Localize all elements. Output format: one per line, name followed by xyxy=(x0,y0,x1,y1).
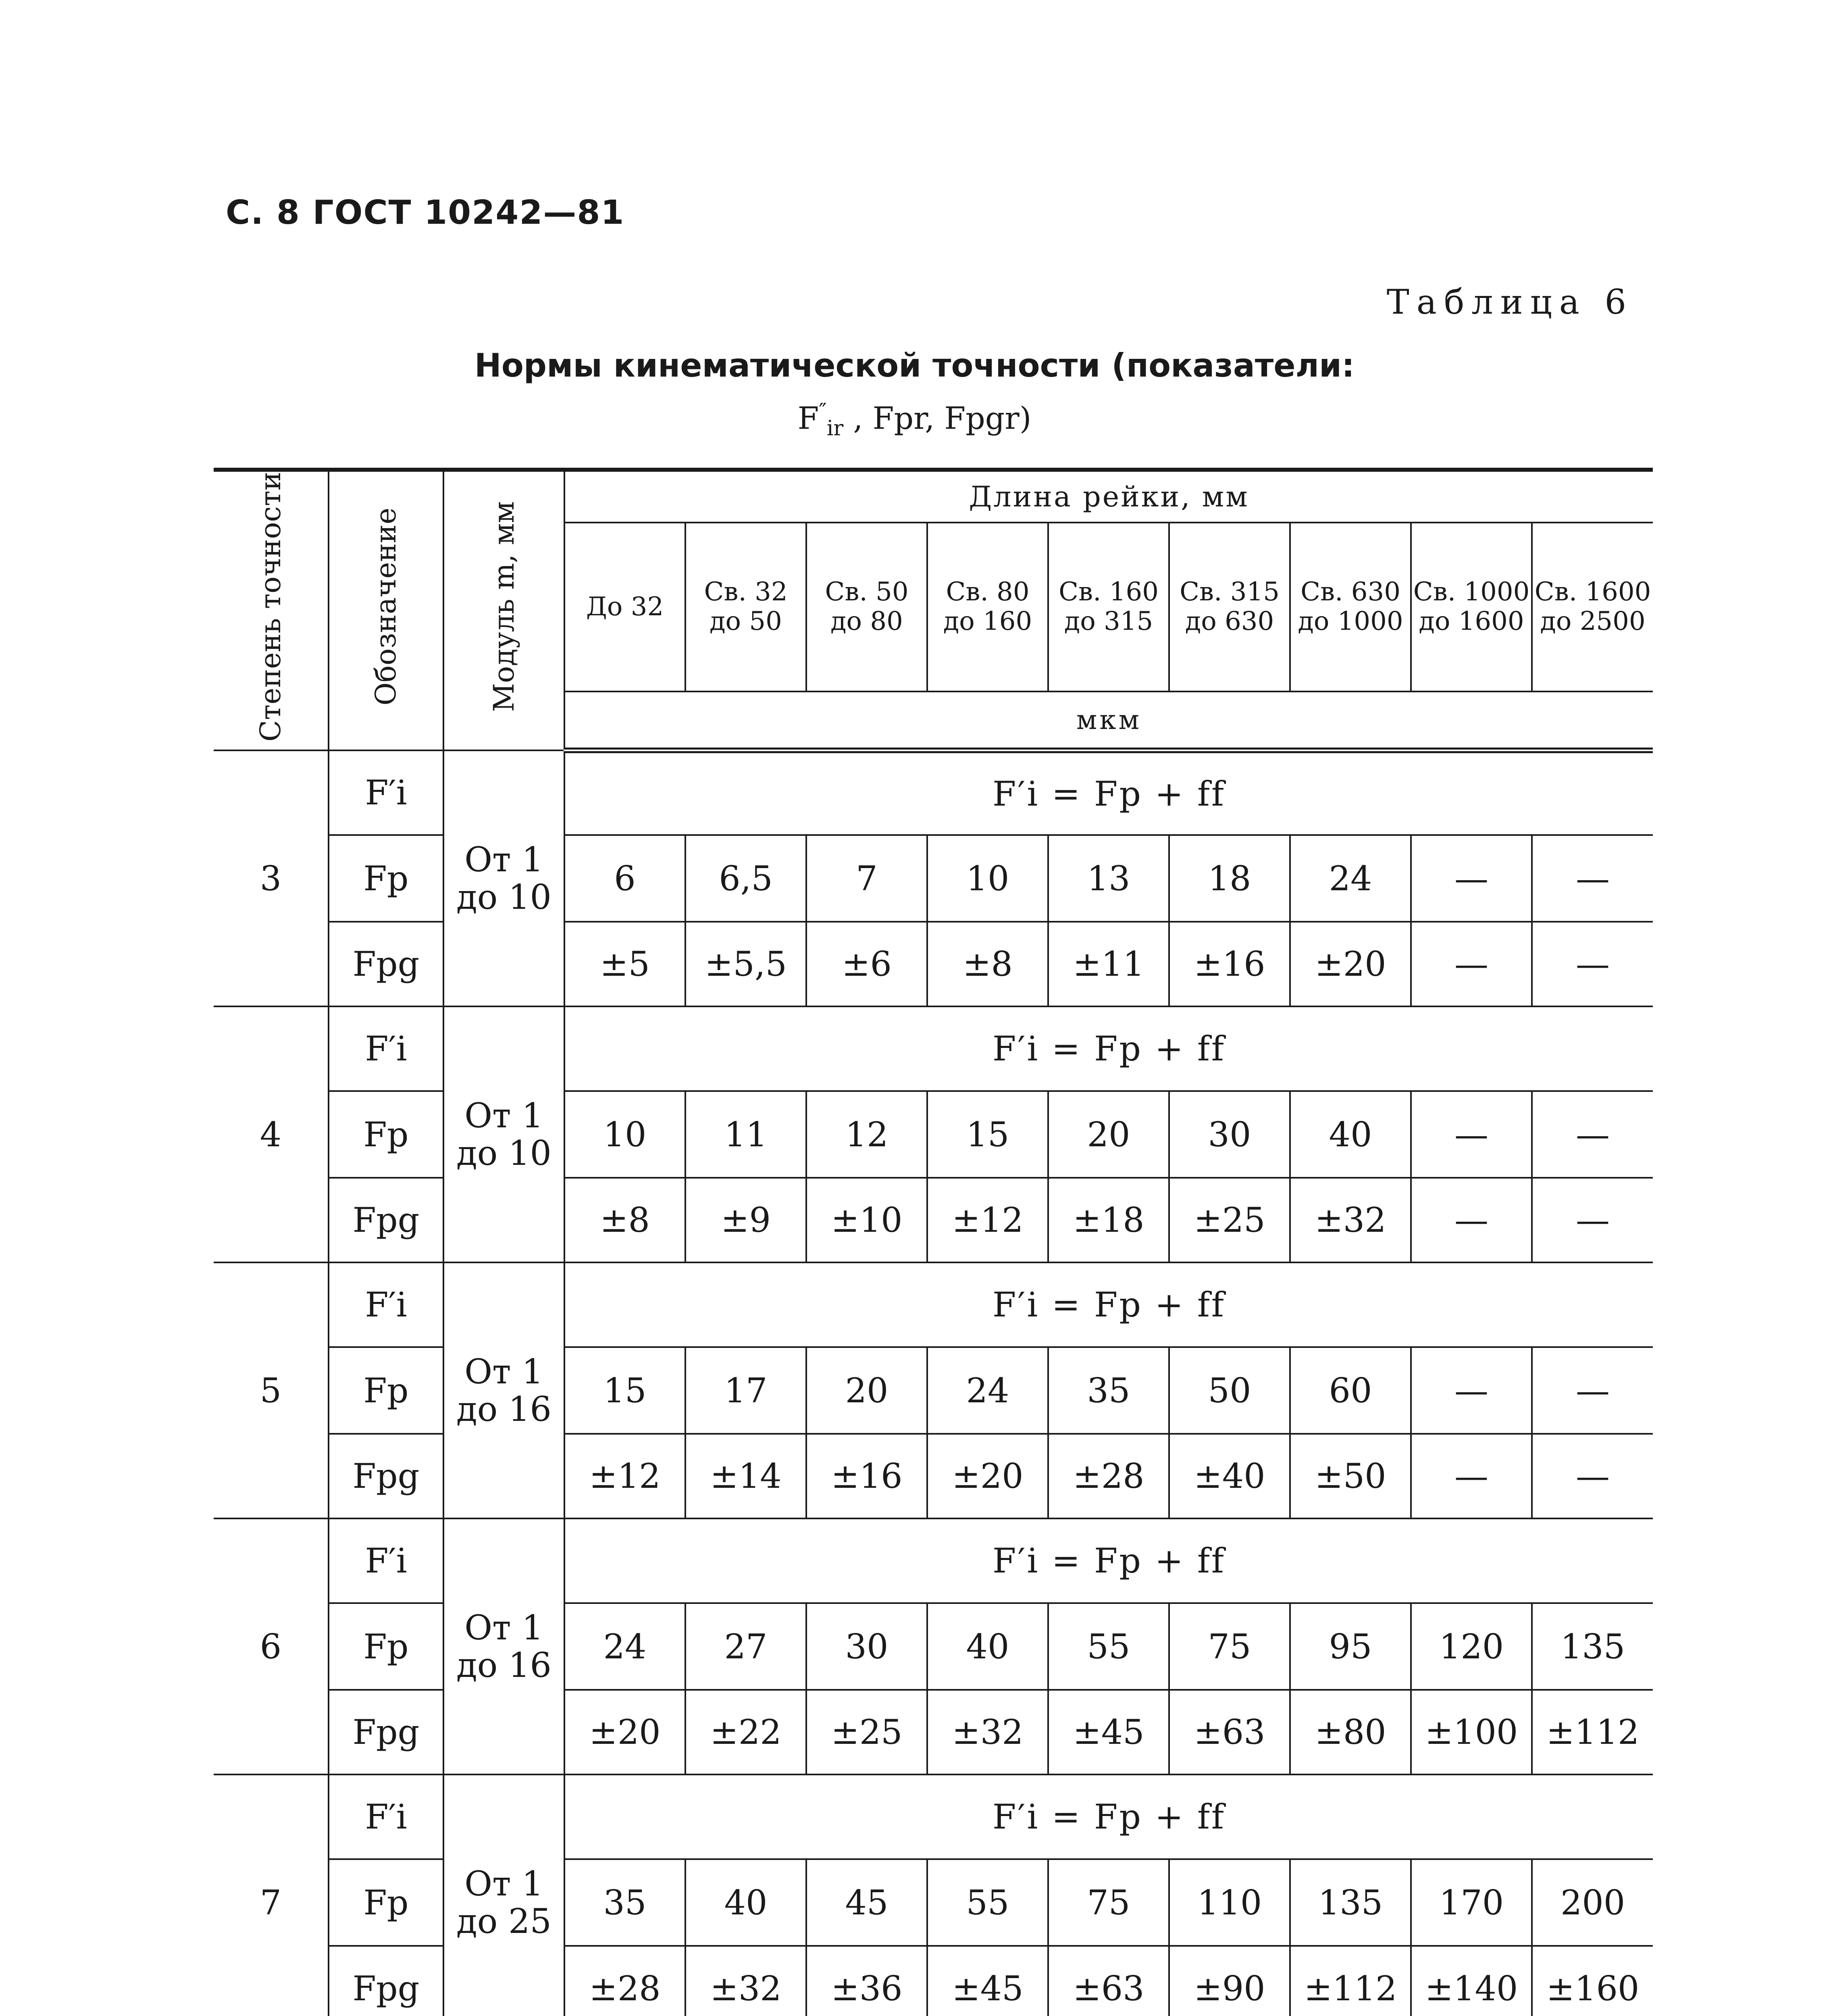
header-symbol: Обозначение xyxy=(329,470,443,750)
table-row xyxy=(214,1603,1653,1690)
module-range: От 1 до 16 xyxy=(443,1518,564,1774)
fpg-value: ±63 xyxy=(1169,1690,1290,1774)
accuracy-grade: 4 xyxy=(214,1006,329,1262)
fp-value: 170 xyxy=(1411,1859,1532,1946)
fp-value: 30 xyxy=(1169,1091,1290,1178)
fp-value: 20 xyxy=(806,1347,927,1434)
table-row xyxy=(214,1347,1653,1434)
fp-value: 11 xyxy=(685,1091,806,1178)
fp-value: 17 xyxy=(685,1347,806,1434)
fp-value: 75 xyxy=(1048,1859,1169,1946)
fpg-value: ±40 xyxy=(1169,1434,1290,1518)
fp-value: 40 xyxy=(1290,1091,1411,1178)
accuracy-grade: 7 xyxy=(214,1774,329,2016)
fp-value: 18 xyxy=(1169,835,1290,922)
fpg-value: ±22 xyxy=(685,1690,806,1774)
symbol-fi: F′i xyxy=(329,1774,443,1859)
subtitle-sup: ″ xyxy=(819,399,827,423)
module-range: От 1 до 10 xyxy=(443,1006,564,1262)
fp-value: 6,5 xyxy=(685,835,806,922)
fp-value: 24 xyxy=(927,1347,1048,1434)
header-length-range-1: До 32 xyxy=(564,523,685,691)
fp-value: 50 xyxy=(1169,1347,1290,1434)
table-row xyxy=(214,1518,1653,1603)
fi-formula: F′i = Fp + ff xyxy=(564,1006,1653,1091)
fp-value: 110 xyxy=(1169,1859,1290,1946)
fp-value: 30 xyxy=(806,1603,927,1690)
fpg-value: ±25 xyxy=(1169,1178,1290,1262)
module-range: От 1 до 10 xyxy=(443,750,564,1006)
fpg-value: ±16 xyxy=(806,1434,927,1518)
symbol-fi: F′i xyxy=(329,1006,443,1091)
fpg-value: ±20 xyxy=(927,1434,1048,1518)
fp-value: — xyxy=(1411,1091,1532,1178)
fpg-value: ±8 xyxy=(564,1178,685,1262)
header-module: Модуль m, мм xyxy=(443,470,564,750)
accuracy-grade: 3 xyxy=(214,750,329,1006)
fpg-value: ±100 xyxy=(1411,1690,1532,1774)
fpg-value: ±32 xyxy=(685,1946,806,2016)
fpg-value: ±90 xyxy=(1169,1946,1290,2016)
symbol-fp: Fp xyxy=(329,1859,443,1946)
fp-value: 24 xyxy=(1290,835,1411,922)
table-row xyxy=(214,1178,1653,1262)
fpg-value: ±20 xyxy=(564,1690,685,1774)
fi-formula: F′i = Fp + ff xyxy=(564,750,1653,835)
fpg-value: ±5 xyxy=(564,922,685,1006)
fpg-value: ±18 xyxy=(1048,1178,1169,1262)
fpg-value: ±20 xyxy=(1290,922,1411,1006)
fp-value: 15 xyxy=(564,1347,685,1434)
fpg-value: — xyxy=(1411,1178,1532,1262)
module-range: От 1 до 16 xyxy=(443,1262,564,1518)
fpg-value: ±50 xyxy=(1290,1434,1411,1518)
fp-value: 40 xyxy=(927,1603,1048,1690)
table-row xyxy=(214,922,1653,1006)
header-length-range-6: Св. 315 до 630 xyxy=(1169,523,1290,691)
header-grade: Степень точности xyxy=(214,470,329,750)
fi-formula: F′i = Fp + ff xyxy=(564,1774,1653,1859)
fpg-value: ±80 xyxy=(1290,1690,1411,1774)
fp-value: 75 xyxy=(1169,1603,1290,1690)
table-row xyxy=(214,1859,1653,1946)
fpg-value: — xyxy=(1411,1434,1532,1518)
table-row xyxy=(214,1006,1653,1091)
module-range: От 1 до 25 xyxy=(443,1774,564,2016)
fpg-value: ±9 xyxy=(685,1178,806,1262)
fpg-value: ±140 xyxy=(1411,1946,1532,2016)
header-unit: мкм xyxy=(564,691,1653,751)
symbol-fpg: Fpg xyxy=(329,1946,443,2016)
subtitle-rest: , Fpr, Fpgr) xyxy=(853,400,1032,436)
fp-value: 135 xyxy=(1532,1603,1653,1690)
fp-value: — xyxy=(1532,1091,1653,1178)
fpg-value: ±63 xyxy=(1048,1946,1169,2016)
fpg-value: ±160 xyxy=(1532,1946,1653,2016)
fp-value: 20 xyxy=(1048,1091,1169,1178)
header-length-range-2: Св. 32 до 50 xyxy=(685,523,806,691)
fpg-value: ±14 xyxy=(685,1434,806,1518)
symbol-fi: F′i xyxy=(329,1262,443,1347)
fp-value: 6 xyxy=(564,835,685,922)
fp-value: 24 xyxy=(564,1603,685,1690)
subtitle-main: F xyxy=(797,400,819,436)
fp-value: — xyxy=(1411,835,1532,922)
fpg-value: ±25 xyxy=(806,1690,927,1774)
fpg-value: ±36 xyxy=(806,1946,927,2016)
fp-value: 15 xyxy=(927,1091,1048,1178)
symbol-fp: Fp xyxy=(329,835,443,922)
symbol-fi: F′i xyxy=(329,750,443,835)
header-rack-length: Длина рейки, мм xyxy=(564,470,1653,523)
table-row xyxy=(214,1774,1653,1859)
symbol-fpg: Fpg xyxy=(329,1690,443,1774)
symbol-fp: Fp xyxy=(329,1091,443,1178)
fp-value: 55 xyxy=(1048,1603,1169,1690)
fpg-value: ±12 xyxy=(927,1178,1048,1262)
accuracy-grade: 6 xyxy=(214,1518,329,1774)
table-title: Нормы кинематической точности (показатели: xyxy=(474,347,1355,384)
fp-value: 200 xyxy=(1532,1859,1653,1946)
table-row xyxy=(214,1690,1653,1774)
accuracy-grade: 5 xyxy=(214,1262,329,1518)
table-row xyxy=(214,835,1653,922)
fpg-value: ±45 xyxy=(1048,1690,1169,1774)
table-row xyxy=(214,1091,1653,1178)
fpg-value: ±32 xyxy=(1290,1178,1411,1262)
fp-value: 35 xyxy=(1048,1347,1169,1434)
fpg-value: ±10 xyxy=(806,1178,927,1262)
fpg-value: — xyxy=(1411,922,1532,1006)
fp-value: 35 xyxy=(564,1859,685,1946)
fp-value: 55 xyxy=(927,1859,1048,1946)
header-length-range-4: Св. 80 до 160 xyxy=(927,523,1048,691)
fpg-value: ±11 xyxy=(1048,922,1169,1006)
fpg-value: ±8 xyxy=(927,922,1048,1006)
header-length-range-7: Св. 630 до 1000 xyxy=(1290,523,1411,691)
fpg-value: ±45 xyxy=(927,1946,1048,2016)
header-length-range-5: Св. 160 до 315 xyxy=(1048,523,1169,691)
symbol-fp: Fp xyxy=(329,1603,443,1690)
table-number-label: Таблица 6 xyxy=(1386,282,1633,322)
symbol-fpg: Fpg xyxy=(329,922,443,1006)
fpg-value: — xyxy=(1532,1178,1653,1262)
fpg-value: ±12 xyxy=(564,1434,685,1518)
fp-value: — xyxy=(1411,1347,1532,1434)
fpg-value: ±112 xyxy=(1290,1946,1411,2016)
table-row xyxy=(214,1946,1653,2016)
fpg-value: ±16 xyxy=(1169,922,1290,1006)
fp-value: 12 xyxy=(806,1091,927,1178)
page-header: С. 8 ГОСТ 10242—81 xyxy=(226,194,625,232)
kinematic-accuracy-table xyxy=(214,468,1653,2016)
fp-value: 10 xyxy=(564,1091,685,1178)
fp-value: 27 xyxy=(685,1603,806,1690)
fp-value: 13 xyxy=(1048,835,1169,922)
fpg-value: — xyxy=(1532,922,1653,1006)
fp-value: 120 xyxy=(1411,1603,1532,1690)
fpg-value: ±28 xyxy=(1048,1434,1169,1518)
header-length-range-9: Св. 1600 до 2500 xyxy=(1532,523,1653,691)
fi-formula: F′i = Fp + ff xyxy=(564,1262,1653,1347)
table-row xyxy=(214,750,1653,835)
header-length-range-3: Св. 50 до 80 xyxy=(806,523,927,691)
fpg-value: ±112 xyxy=(1532,1690,1653,1774)
table-row xyxy=(214,1262,1653,1347)
fi-formula: F′i = Fp + ff xyxy=(564,1518,1653,1603)
symbol-fpg: Fpg xyxy=(329,1178,443,1262)
header-length-range-8: Св. 1000 до 1600 xyxy=(1411,523,1532,691)
symbol-fp: Fp xyxy=(329,1347,443,1434)
fpg-value: ±5,5 xyxy=(685,922,806,1006)
fp-value: 60 xyxy=(1290,1347,1411,1434)
fpg-value: ±32 xyxy=(927,1690,1048,1774)
table-subtitle-indicators xyxy=(0,399,1829,441)
fp-value: 40 xyxy=(685,1859,806,1946)
symbol-fpg: Fpg xyxy=(329,1434,443,1518)
fp-value: — xyxy=(1532,835,1653,922)
fpg-value: — xyxy=(1532,1434,1653,1518)
fp-value: 7 xyxy=(806,835,927,922)
fpg-value: ±6 xyxy=(806,922,927,1006)
table-row xyxy=(214,1434,1653,1518)
fp-value: — xyxy=(1532,1347,1653,1434)
fp-value: 135 xyxy=(1290,1859,1411,1946)
fp-value: 95 xyxy=(1290,1603,1411,1690)
fp-value: 45 xyxy=(806,1859,927,1946)
symbol-fi: F′i xyxy=(329,1518,443,1603)
subtitle-sub: ir xyxy=(826,416,844,441)
fp-value: 10 xyxy=(927,835,1048,922)
fpg-value: ±28 xyxy=(564,1946,685,2016)
